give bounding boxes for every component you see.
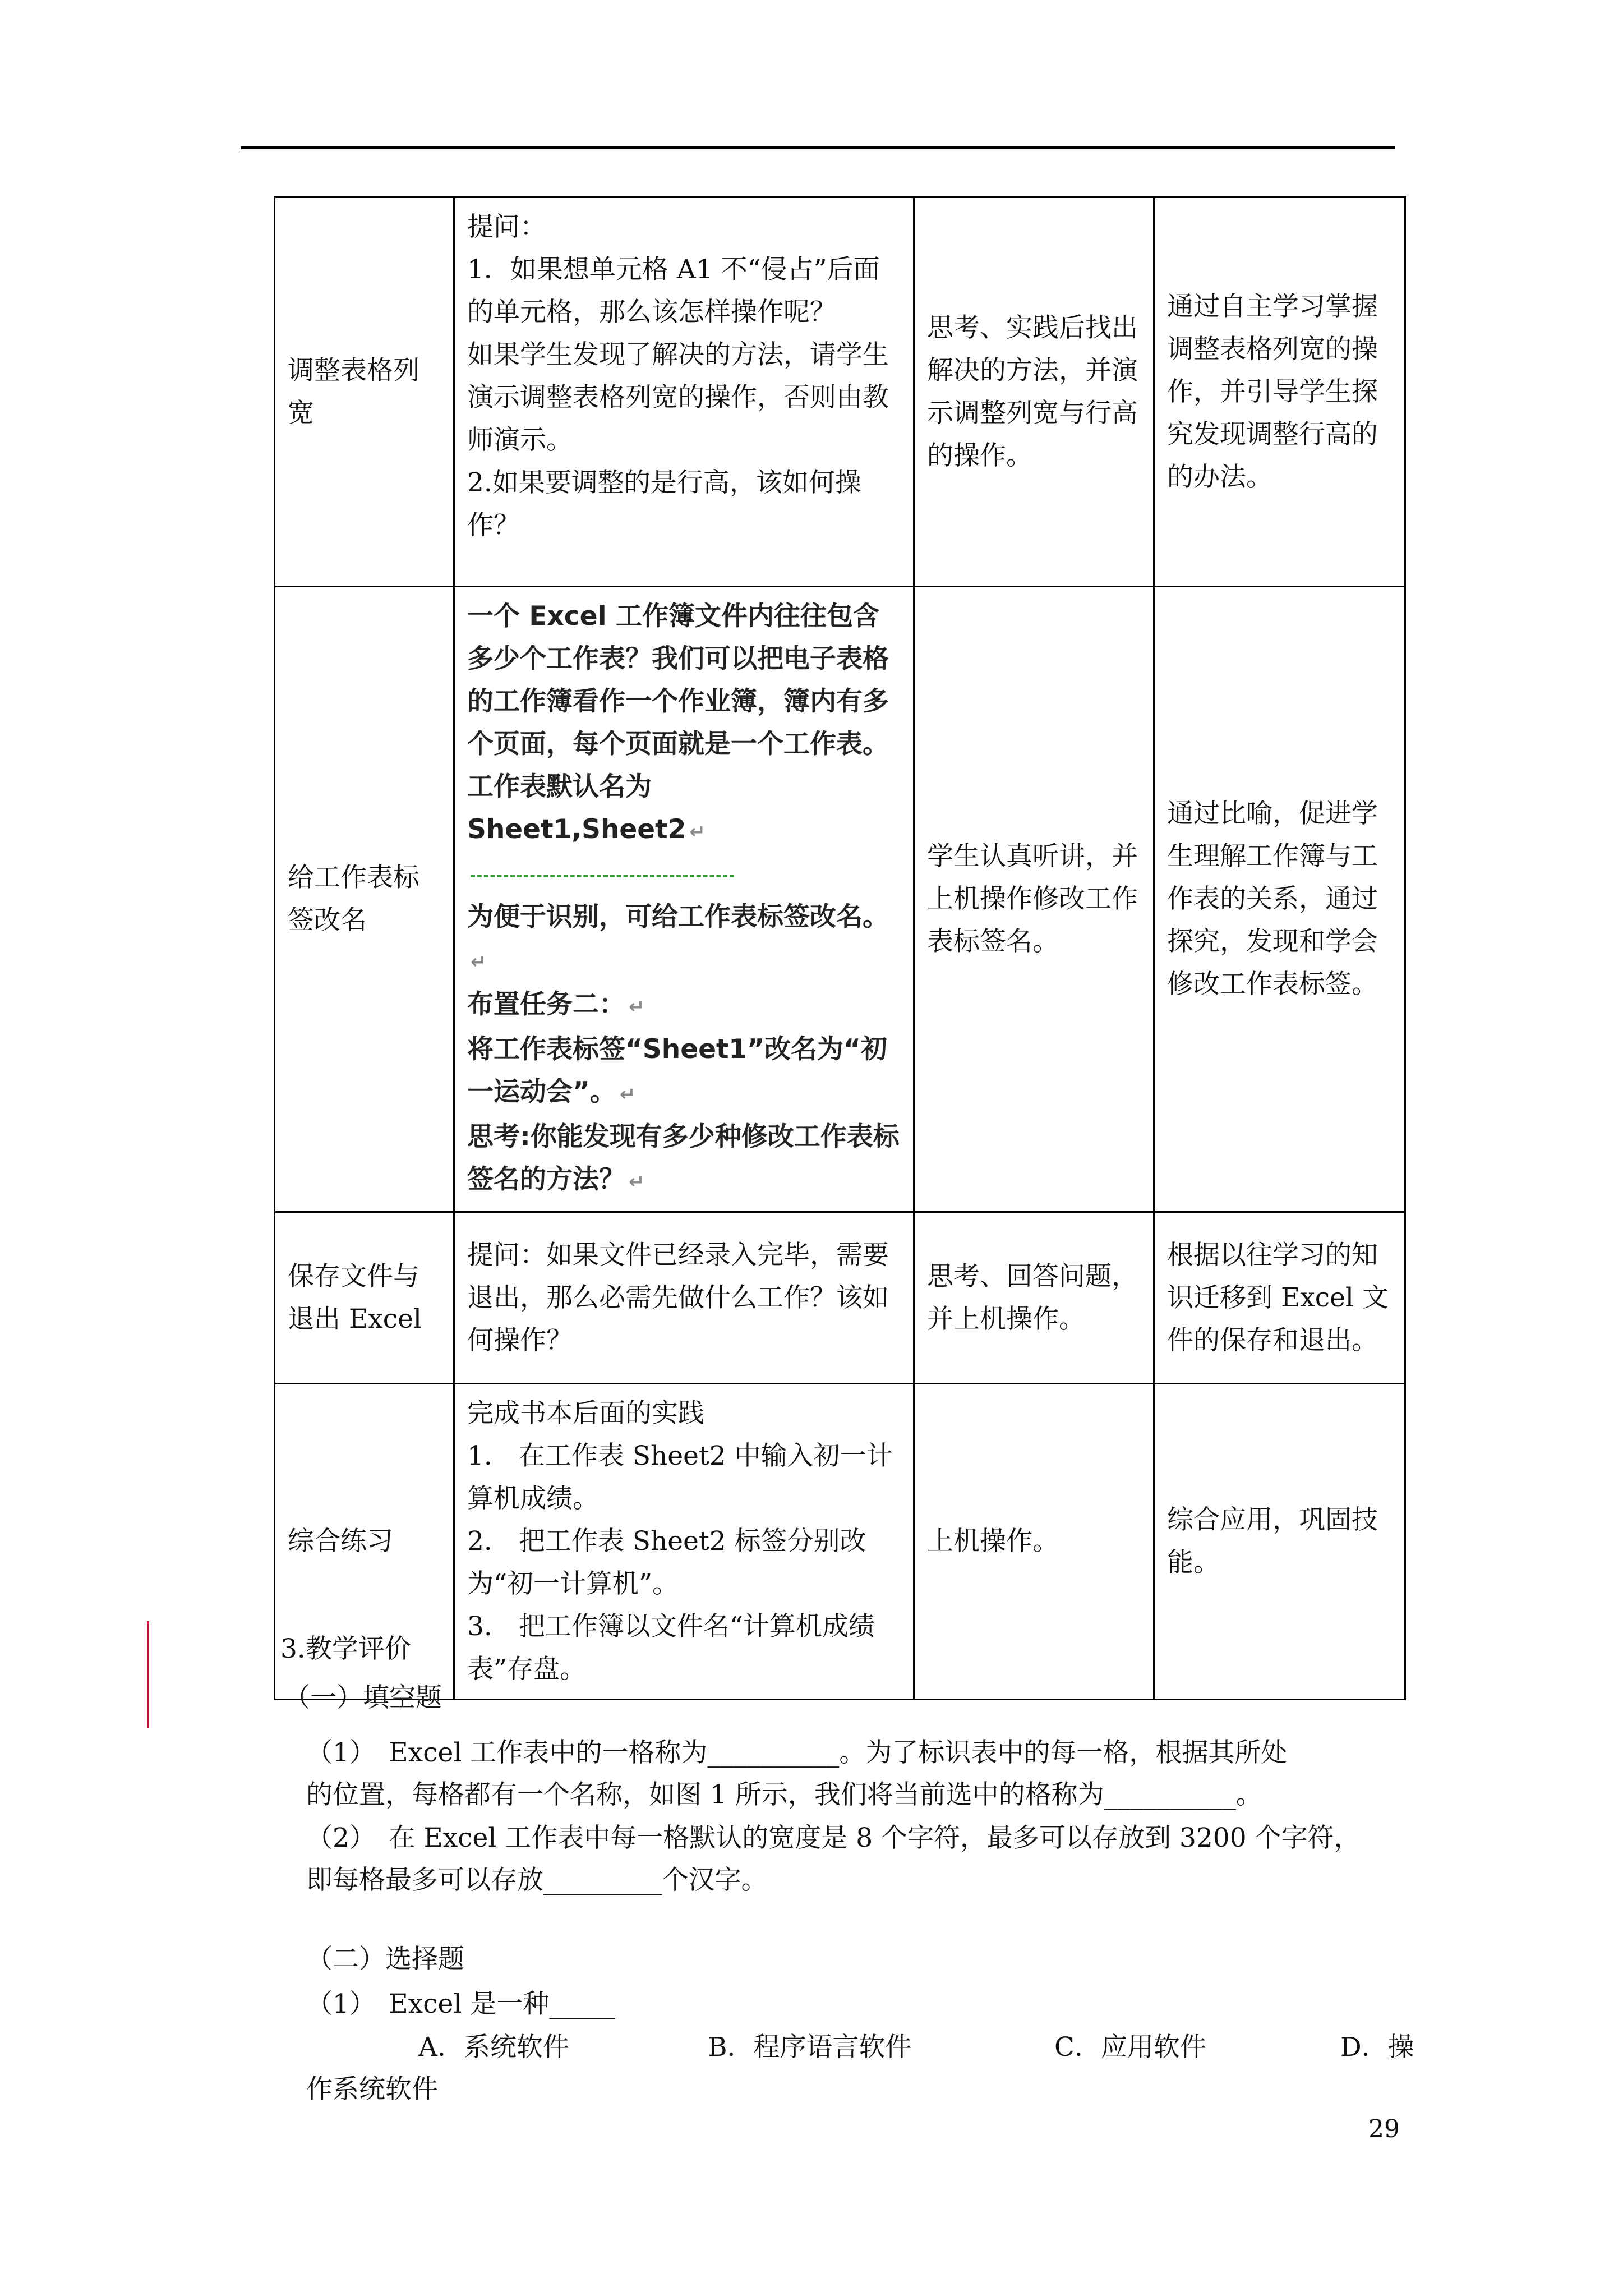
lesson-table (274, 196, 1406, 1700)
option-d: D．操 (1340, 2032, 1414, 2063)
design-intent-cell: 通过比喻，促进学生理解工作簿与工作表的关系，通过探究，发现和学会修改工作表标签。 (1154, 587, 1405, 1212)
sheet-names-text: Sheet1,Sheet2 (467, 814, 686, 845)
revision-bar (147, 1621, 149, 1728)
teacher-line (467, 1116, 901, 1203)
design-intent-cell: 通过自主学习掌握调整表格列宽的操作，并引导学生探究发现调整行高的的办法。 (1154, 197, 1405, 587)
student-activity-cell: 思考、实践后找出解决的方法，并演示调整列宽与行高的操作。 (914, 197, 1154, 587)
teacher-line: 如果学生发现了解决的方法，请学生演示调整表格列宽的操作，否则由教师演示。 (467, 339, 889, 455)
option-c: C．应用软件 (1054, 2032, 1206, 2063)
page-number: 29 (1368, 2115, 1400, 2143)
student-activity-cell: 学生认真听讲，并上机操作修改工作表标签名。 (914, 587, 1154, 1212)
fill-question-1-line-2: 的位置，每格都有一个名称，如图 1 所示，我们将当前选中的格称为__________。 (306, 1779, 1262, 1810)
teacher-activity-cell (454, 197, 914, 587)
teacher-line (467, 808, 901, 896)
option-a: A．系统软件 (418, 2032, 569, 2063)
teacher-line (467, 1028, 901, 1116)
teacher-activity-cell (454, 1212, 914, 1384)
teacher-line: 1. 在工作表 Sheet2 中输入初一计算机成绩。 (467, 1441, 893, 1514)
fill-question-1-line-1: （1） Excel 工作表中的一格称为__________。为了标识表中的每一格，根据其所处 (306, 1737, 1288, 1768)
teacher-line (467, 983, 901, 1028)
teacher-text: 布置任务二： (467, 989, 625, 1020)
design-intent-cell: 根据以往学习的知识迁移到 Excel 文件的保存和退出。 (1154, 1212, 1405, 1384)
table-row (275, 1384, 1405, 1700)
teacher-line: 2.如果要调整的是行高，该如何操作？ (467, 467, 861, 541)
teacher-text: 思考:你能发现有多少种修改工作表标签名的方法？ (467, 1121, 900, 1195)
topic-cell: 调整表格列宽 (275, 197, 454, 587)
topic-cell: 综合练习 (275, 1384, 454, 1700)
teacher-line: 完成书本后面的实践 (467, 1398, 704, 1429)
student-activity-cell: 上机操作。 (914, 1384, 1154, 1700)
return-mark-icon: ↵ (629, 996, 645, 1018)
dashed-underline (471, 875, 734, 877)
teacher-line: 提问：如果文件已经录入完毕，需要退出，那么必需先做什么工作？该如何操作？ (467, 1239, 889, 1356)
return-mark-icon: ↵ (689, 821, 706, 843)
teacher-line (467, 896, 901, 983)
topic-cell: 给工作表标签改名 (275, 587, 454, 1212)
teacher-line: 1．如果想单元格 A1 不“侵占”后面的单元格，那么该怎样操作呢？ (467, 254, 880, 328)
return-mark-icon: ↵ (619, 1083, 636, 1106)
fill-question-2-line-1: （2） 在 Excel 工作表中每一格默认的宽度是 8 个字符，最多可以存放到 3200 个字符， (306, 1823, 1361, 1853)
teacher-text: 将工作表标签“Sheet1”改名为“初一运动会”。 (467, 1034, 887, 1107)
teacher-text: 为便于识别，可给工作表标签改名。 (467, 901, 889, 932)
teacher-line: 3. 把工作簿以文件名“计算机成绩表”存盘。 (467, 1611, 875, 1685)
option-d-continuation: 作系统软件 (306, 2074, 438, 2105)
fill-blank-title: （一）填空题 (284, 1682, 442, 1713)
design-intent-cell: 综合应用，巩固技能。 (1154, 1384, 1405, 1700)
return-mark-icon: ↵ (471, 951, 487, 973)
teacher-line: 2. 把工作表 Sheet2 标签分别改为“初一计算机”。 (467, 1526, 866, 1599)
teacher-activity-cell (454, 1384, 914, 1700)
teacher-line: 一个 Excel 工作簿文件内往往包含多少个工作表？我们可以把电子表格的工作簿看作一个作业簿，簿内有多个页面，每个页面就是一个工作表。工作表默认名为 (467, 601, 889, 802)
section-heading: 3.教学评价 (280, 1634, 411, 1664)
table-row (275, 587, 1405, 1212)
table-row (275, 197, 1405, 587)
topic-cell: 保存文件与退出 Excel (275, 1212, 454, 1384)
teacher-activity-cell (454, 587, 914, 1212)
student-activity-cell: 思考、回答问题，并上机操作。 (914, 1212, 1154, 1384)
return-mark-icon: ↵ (629, 1171, 645, 1193)
choice-title: （二）选择题 (306, 1944, 464, 1975)
header-rule (241, 146, 1395, 149)
teacher-line: 提问： (467, 211, 546, 242)
table-row (275, 1212, 1405, 1384)
option-b: B．程序语言软件 (708, 2032, 912, 2063)
choice-question-1: （1） Excel 是一种_____ (306, 1989, 615, 2019)
fill-question-2-line-2: 即每格最多可以存放_________个汉字。 (306, 1865, 768, 1895)
